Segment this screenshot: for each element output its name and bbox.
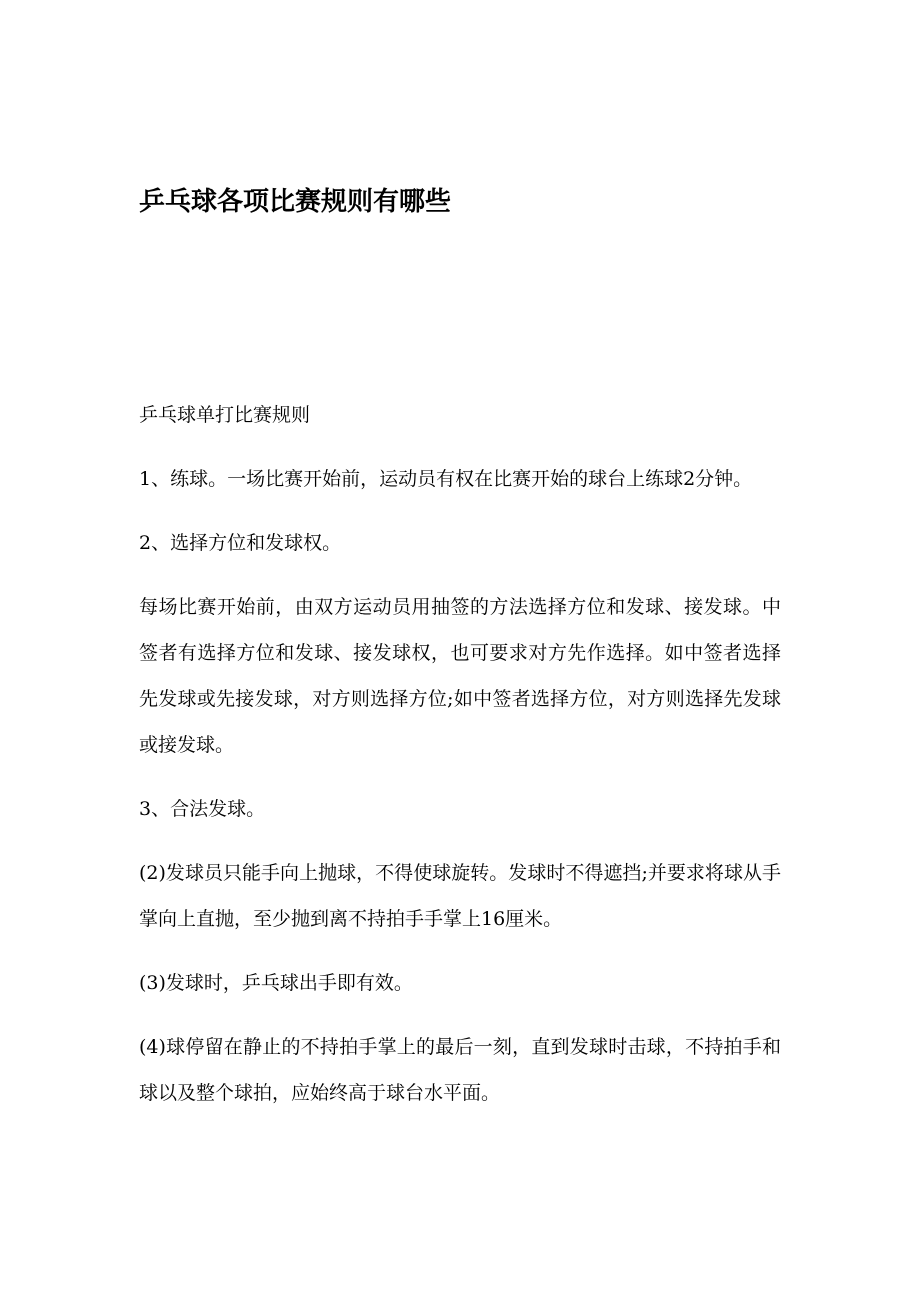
rule-2-body: 每场比赛开始前，由双方运动员用抽签的方法选择方位和发球、接发球。中签者有选择方位和发球、接发球权，也可要求对方先作选择。如中签者选择先发球或先接发球，对方则选择方位;如中签者选择方位，对方则选择先发球或接发球。 xyxy=(139,596,781,756)
section-heading-singles-rules: 乒乓球单打比赛规则 xyxy=(139,404,311,426)
document-title: 乒乓球各项比赛规则有哪些 xyxy=(139,187,452,217)
rule-3-item-2: (2)发球员只能手向上抛球，不得使球旋转。发球时不得遮挡;并要求将球从手掌向上直抛，至少抛到离不持拍手手掌上16厘米。 xyxy=(139,862,781,930)
rule-2-heading: 2、选择方位和发球权。 xyxy=(139,532,342,554)
rule-1-practice: 1、练球。一场比赛开始前，运动员有权在比赛开始的球台上练球2分钟。 xyxy=(139,468,753,490)
document-body xyxy=(139,392,781,1134)
rule-3-item-4: (4)球停留在静止的不持拍手掌上的最后一刻，直到发球时击球，不持拍手和球以及整个球拍，应始终高于球台水平面。 xyxy=(139,1036,781,1104)
rule-3-item-3: (3)发球时，乒乓球出手即有效。 xyxy=(139,972,413,994)
rule-3-heading: 3、合法发球。 xyxy=(139,798,266,820)
